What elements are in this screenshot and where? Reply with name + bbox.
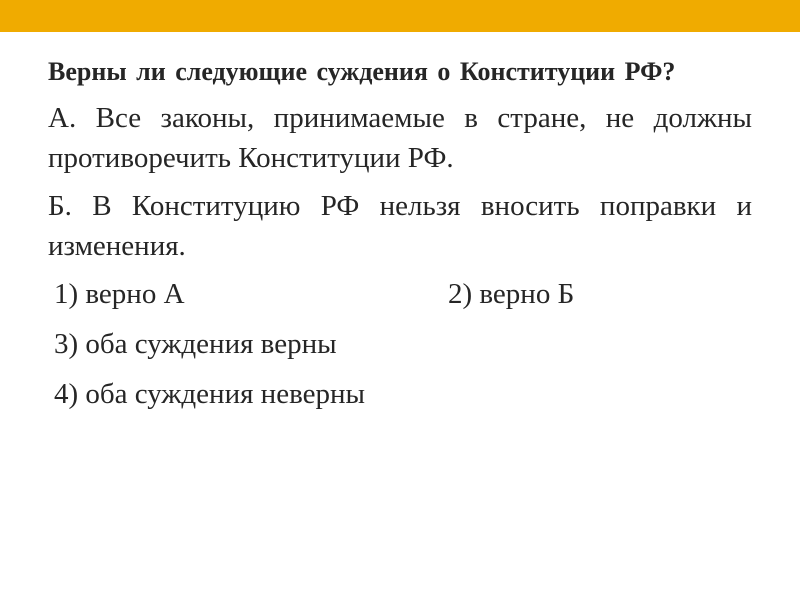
answer-options [54,274,752,424]
statement-b-label: Б. [48,190,72,222]
statement-a [48,98,752,178]
question-title: Верны ли следующие суждения о Конституции РФ? [48,57,676,86]
answer-option-2: 2) верно Б [448,278,575,310]
top-accent-bar [0,0,800,32]
answer-option-4: 4) оба суждения неверны [54,378,365,410]
statement-a-label: А. [48,102,77,134]
slide-content [48,52,752,424]
statement-b-text: В Конституцию РФ нельзя вносить поправки и изменения. [48,190,752,262]
answer-option-3: 3) оба суждения верны [54,328,337,360]
statement-a-text: Все законы, принимаемые в стране, не должны противоречить Конституции РФ. [48,102,753,174]
answer-option-1: 1) верно А [54,278,185,310]
answer-row-2 [54,324,752,374]
statement-b [48,186,752,266]
answer-row-3 [54,374,752,424]
answer-row-1 [54,274,752,324]
